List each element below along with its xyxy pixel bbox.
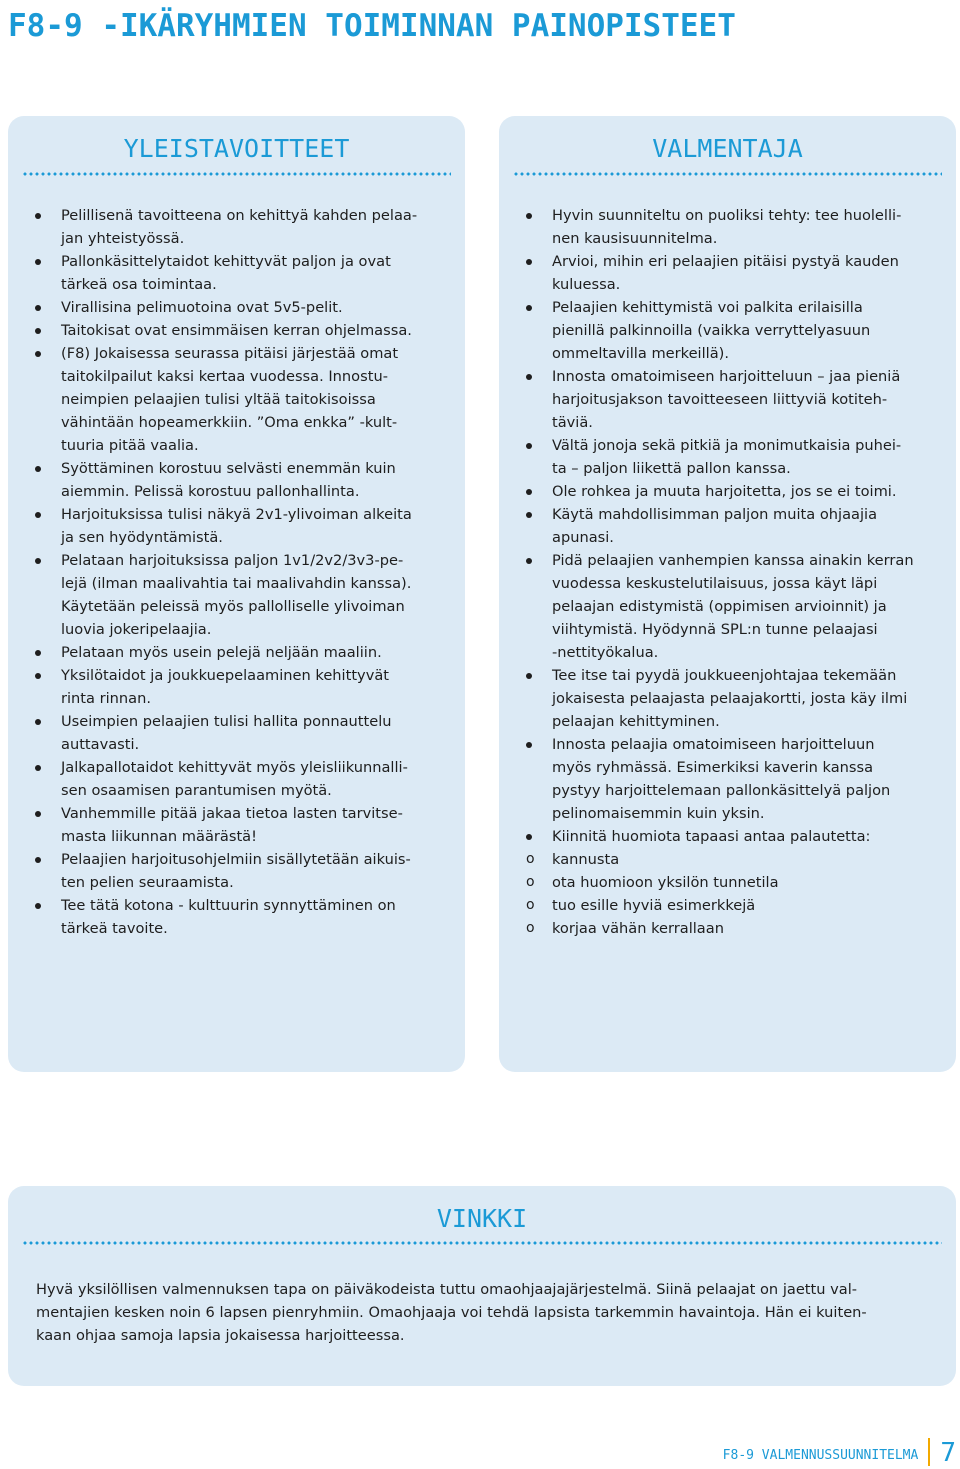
list-item bbox=[523, 549, 943, 664]
tip-card-title: VINKKI bbox=[436, 1204, 528, 1233]
goals-list bbox=[32, 204, 442, 940]
list-item-text: Arvioi, mihin eri pelaajien pitäisi pystyä kauden kuluessa. bbox=[552, 253, 899, 293]
list-item-text: Harjoituksissa tulisi näkyä 2v1-ylivoiman alkeita ja sen hyödyntämistä. bbox=[61, 506, 412, 546]
list-item-text: Yksilötaidot ja joukkuepelaaminen kehittyvät rinta rinnan. bbox=[61, 667, 389, 707]
list-item-text: Pallonkäsittelytaidot kehittyvät paljon ja ovat tärkeä osa toimintaa. bbox=[61, 253, 391, 293]
list-item bbox=[32, 802, 442, 848]
list-item bbox=[32, 250, 442, 296]
list-item-text: Hyvin suunniteltu on puoliksi tehty: tee huolelli- nen kausisuunnitelma. bbox=[552, 207, 902, 247]
list-item bbox=[523, 503, 943, 549]
list-item-text: Jalkapallotaidot kehittyvät myös yleisliikunnalli- sen osaamisen parantumisen myötä. bbox=[61, 759, 408, 799]
page-footer bbox=[723, 1436, 956, 1466]
list-item-text: Innosta pelaajia omatoimiseen harjoitteluun myös ryhmässä. Esimerkiksi kaverin kanssa pystyy harjoittelemaan pallonkäsittelyä paljon pelinomaisemmin kuin yksin. bbox=[552, 736, 891, 822]
list-item-text: Useimpien pelaajien tulisi hallita ponnauttelu auttavasti. bbox=[61, 713, 392, 753]
list-item bbox=[32, 664, 442, 710]
list-item bbox=[32, 503, 442, 549]
circle-bullet-icon: o bbox=[526, 851, 535, 867]
list-item bbox=[523, 365, 943, 434]
list-item-text: Pelillisenä tavoitteena on kehittyä kahden pelaa- jan yhteistyössä. bbox=[61, 207, 418, 247]
dotted-divider bbox=[513, 172, 942, 176]
list-item-text: Tee itse tai pyydä joukkueenjohtajaa tekemään jokaisesta pelaajasta pelaajakortti, josta käy ilmi pelaajan kehittyminen. bbox=[552, 667, 908, 730]
list-item-text: Virallisina pelimuotoina ovat 5v5-pelit. bbox=[61, 299, 343, 316]
list-item-text: Syöttäminen korostuu selvästi enemmän kuin aiemmin. Pelissä korostuu pallonhallinta. bbox=[61, 460, 396, 500]
list-item bbox=[32, 457, 442, 503]
list-item bbox=[32, 848, 442, 894]
list-item-text: korjaa vähän kerrallaan bbox=[552, 920, 724, 937]
list-item-text: Kiinnitä huomiota tapaasi antaa palautetta: bbox=[552, 828, 871, 845]
list-item-text: Pidä pelaajien vanhempien kanssa ainakin kerran vuodessa keskustelutilaisuus, jossa käyt läpi pelaajan edistymistä (oppimisen arvioinnit) ja viihtymistä. Hyödynnä SPL:n tunne pelaajasi -nettityökalua. bbox=[552, 552, 914, 661]
list-item bbox=[32, 204, 442, 250]
list-item-text: Ole rohkea ja muuta harjoitetta, jos se ei toimi. bbox=[552, 483, 897, 500]
list-item bbox=[523, 204, 943, 250]
list-item-text: tuo esille hyviä esimerkkejä bbox=[552, 897, 756, 914]
list-item bbox=[32, 342, 442, 457]
page-title: F8-9 -IKÄRYHMIEN TOIMINNAN PAINOPISTEET bbox=[8, 8, 736, 44]
list-item bbox=[32, 319, 442, 342]
list-item-text: Tee tätä kotona - kulttuurin synnyttäminen on tärkeä tavoite. bbox=[61, 897, 396, 937]
list-item-text: Pelataan myös usein pelejä neljään maaliin. bbox=[61, 644, 382, 661]
tip-text: Hyvä yksilöllisen valmennuksen tapa on päiväkodeista tuttu omaohjaajajärjestelmä. Siinä pelaajat on jaettu val- mentajien kesken noin 6 lapsen pienryhmiin. Omaohjaaja voi tehdä lapsista tarkemmin havaintoja. Hän ei kuiten- kaan ohjaa samoja lapsia jokaisessa harjoitteessa. bbox=[36, 1281, 867, 1344]
circle-bullet-icon: o bbox=[526, 897, 535, 913]
list-item-text: Vältä jonoja sekä pitkiä ja monimutkaisia puhei- ta – paljon liikettä pallon kanssa. bbox=[552, 437, 902, 477]
goals-card bbox=[8, 116, 465, 1072]
list-item bbox=[523, 250, 943, 296]
list-item-text: ota huomioon yksilön tunnetila bbox=[552, 874, 779, 891]
list-item-text: Vanhemmille pitää jakaa tietoa lasten tarvitse- masta liikunnan määrästä! bbox=[61, 805, 403, 845]
circle-bullet-icon: o bbox=[526, 920, 535, 936]
list-item bbox=[523, 871, 943, 894]
list-item-text: Pelaajien kehittymistä voi palkita erilaisilla pienillä palkinnoilla (vaikka verryttelyasuun ommeltavilla merkeillä). bbox=[552, 299, 871, 362]
circle-bullet-icon: o bbox=[526, 874, 535, 890]
list-item bbox=[32, 296, 442, 319]
dotted-divider bbox=[22, 172, 451, 176]
list-item bbox=[523, 848, 943, 871]
list-item bbox=[32, 641, 442, 664]
footer-label: F8-9 VALMENNUSSUUNNITELMA bbox=[722, 1448, 919, 1463]
dotted-divider bbox=[22, 1241, 942, 1245]
list-item-text: Innosta omatoimiseen harjoitteluun – jaa pieniä harjoitusjakson tavoitteeseen liittyviä kotiteh- täviä. bbox=[552, 368, 901, 431]
list-item bbox=[32, 549, 442, 641]
list-item-text: Taitokisat ovat ensimmäisen kerran ohjelmassa. bbox=[61, 322, 412, 339]
list-item-text: Pelaajien harjoitusohjelmiin sisällytetään aikuis- ten pelien seuraamista. bbox=[61, 851, 411, 891]
list-item-text: Pelataan harjoituksissa paljon 1v1/2v2/3v3-pe- lejä (ilman maalivahtia tai maalivahdin kanssa). Käytetään peleissä myös pallolliselle ylivoiman luovia jokeripelaajia. bbox=[61, 552, 412, 638]
list-item bbox=[32, 756, 442, 802]
list-item bbox=[523, 664, 943, 733]
tip-card bbox=[8, 1186, 956, 1386]
coach-list bbox=[523, 204, 943, 940]
list-item bbox=[523, 825, 943, 848]
list-item bbox=[523, 917, 943, 940]
list-item bbox=[523, 733, 943, 825]
page-number: 7 bbox=[940, 1438, 956, 1468]
list-item-text: kannusta bbox=[552, 851, 620, 868]
list-item bbox=[523, 296, 943, 365]
goals-card-title: YLEISTAVOITTEET bbox=[123, 134, 350, 163]
list-item bbox=[523, 894, 943, 917]
footer-separator bbox=[928, 1438, 930, 1466]
list-item bbox=[523, 480, 943, 503]
list-item-text: Käytä mahdollisimman paljon muita ohjaajia apunasi. bbox=[552, 506, 878, 546]
list-item-text: (F8) Jokaisessa seurassa pitäisi järjestää omat taitokilpailut kaksi kertaa vuodessa. Innostu- neimpien pelaajien tulisi yltää taitokisoissa vähintään hopeamerkkiin. ”Oma enkka” -kult- tuuria pitää vaalia. bbox=[61, 345, 399, 454]
list-item bbox=[32, 894, 442, 940]
coach-card-title: VALMENTAJA bbox=[652, 134, 803, 163]
list-item bbox=[523, 434, 943, 480]
coach-card bbox=[499, 116, 956, 1072]
list-item bbox=[32, 710, 442, 756]
